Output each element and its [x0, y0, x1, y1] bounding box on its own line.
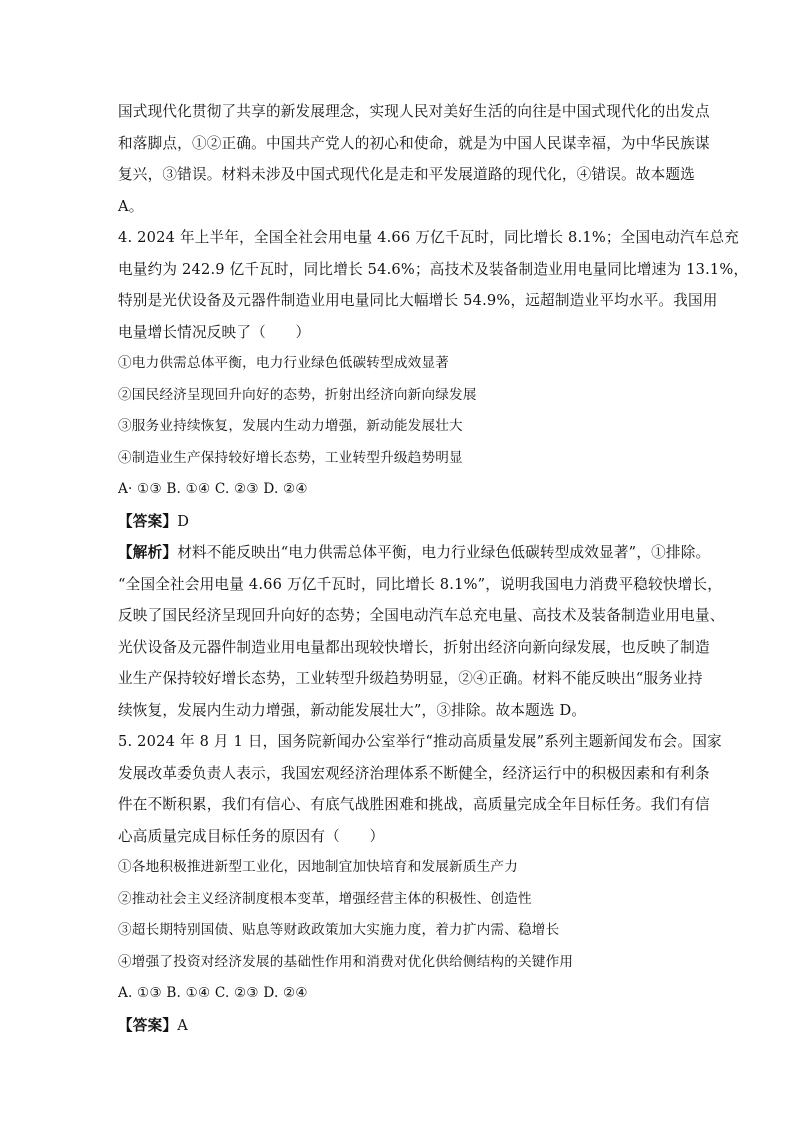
statement-item: ②推动社会主义经济制度根本变革，增强经营主体的积极性、创造性: [118, 890, 532, 907]
text-line: 续恢复，发展内生动力增强，新动能发展壮大”，③排除。故本题选 D。: [118, 701, 587, 719]
analysis-tag: 【解析】: [118, 544, 178, 561]
question-5-stem: [118, 726, 722, 852]
text-line: 特别是光伏设备及元器件制造业用电量同比大幅增长 54.9%，远超制造业平均水平。我国用: [118, 292, 718, 309]
text-line: 业生产保持较好增长态势，工业转型升级趋势明显，②④正确。材料不能反映出“服务业持: [118, 670, 703, 687]
question-4-stem: [118, 222, 749, 348]
q3-explanation: [118, 96, 710, 222]
text-line: 反映了国民经济呈现回升向好的态势；全国电动汽车总充电量、高技术及装备制造业用电量、: [118, 607, 725, 624]
answer-tag: 【答案】: [118, 512, 178, 530]
statement-item: ④制造业生产保持较好增长态势，工业转型升级趋势明显: [118, 449, 463, 466]
statement-item: ③超长期特别国债、贴息等财政政策加大实施力度，着力扩内需、稳增长: [118, 922, 560, 938]
question-5-statements: [118, 852, 678, 978]
text-line: 复兴，③错误。材料未涉及中国式现代化是走和平发展道路的现代化，④错误。故本题选: [118, 166, 695, 183]
statement-item: ②国民经济呈现回升向好的态势，折射出经济向新向绿发展: [118, 386, 477, 403]
answer-value: A: [177, 1016, 188, 1034]
text-line: 电量增长情况反映了（ ）: [118, 323, 311, 341]
text-line: 心高质量完成目标任务的原因有（ ）: [118, 827, 385, 845]
answer-tag: 【答案】: [118, 1016, 178, 1034]
question-4-statements: [118, 348, 678, 474]
text-line: [118, 537, 711, 569]
text-line: “全国全社会用电量 4.66 万亿千瓦时，同比增长 8.1%”，说明我国电力消费平稳较快增长，: [118, 575, 722, 593]
text-line: 5. 2024 年 8 月 1 日，国务院新闻办公室举行“推动高质量发展”系列主题新闻发布会。国家: [118, 733, 722, 750]
statement-item: ①电力供需总体平衡，电力行业绿色低碳转型成效显著: [118, 355, 450, 371]
statement-item: ③服务业持续恢复，发展内生动力增强，新动能发展壮大: [118, 418, 463, 434]
text-line: A。: [118, 197, 144, 215]
document-page: [118, 96, 749, 1041]
question-5-answer: [118, 1010, 678, 1042]
text-line: 和落脚点，①②正确。中国共产党人的初心和使命，就是为中国人民谋幸福，为中华民族谋: [118, 134, 710, 152]
question-4: [118, 222, 749, 726]
text-line: 光伏设备及元器件制造业用电量都出现较快增长，折射出经济向新向绿发展，也反映了制造: [118, 638, 710, 656]
analysis-text: 材料不能反映出“电力供需总体平衡，电力行业绿色低碳转型成效显著”，①排除。: [177, 544, 711, 561]
question-4-choices: A· ①③ B. ①④ C. ②③ D. ②④: [118, 481, 308, 497]
question-5-choices: A. ①③ B. ①④ C. ②③ D. ②④: [118, 985, 308, 1001]
question-5: [118, 726, 722, 1041]
question-4-analysis: [118, 537, 725, 726]
answer-value: D: [177, 512, 190, 530]
text-line: 电量约为 242.9 亿千瓦时，同比增长 54.6%；高技术及装备制造业用电量同比增速为 13.1%，: [118, 260, 749, 278]
text-line: 件在不断积累，我们有信心、有底气战胜困难和挑战，高质量完成全年目标任务。我们有信: [118, 796, 710, 813]
question-4-answer: [118, 506, 678, 538]
statement-item: ④增强了投资对经济发展的基础性作用和消费对优化供给侧结构的关键作用: [118, 953, 574, 970]
statement-item: ①各地积极推进新型工业化，因地制宜加快培育和发展新质生产力: [118, 859, 519, 875]
text-line: 发展改革委负责人表示，我国宏观经济治理体系不断健全，经济运行中的积极因素和有利条: [118, 764, 710, 782]
text-line: 国式现代化贯彻了共享的新发展理念，实现人民对美好生活的向往是中国式现代化的出发点: [118, 103, 710, 120]
text-line: 4. 2024 年上半年，全国全社会用电量 4.66 万亿千瓦时，同比增长 8.1%；全国电动汽车总充: [118, 229, 740, 246]
